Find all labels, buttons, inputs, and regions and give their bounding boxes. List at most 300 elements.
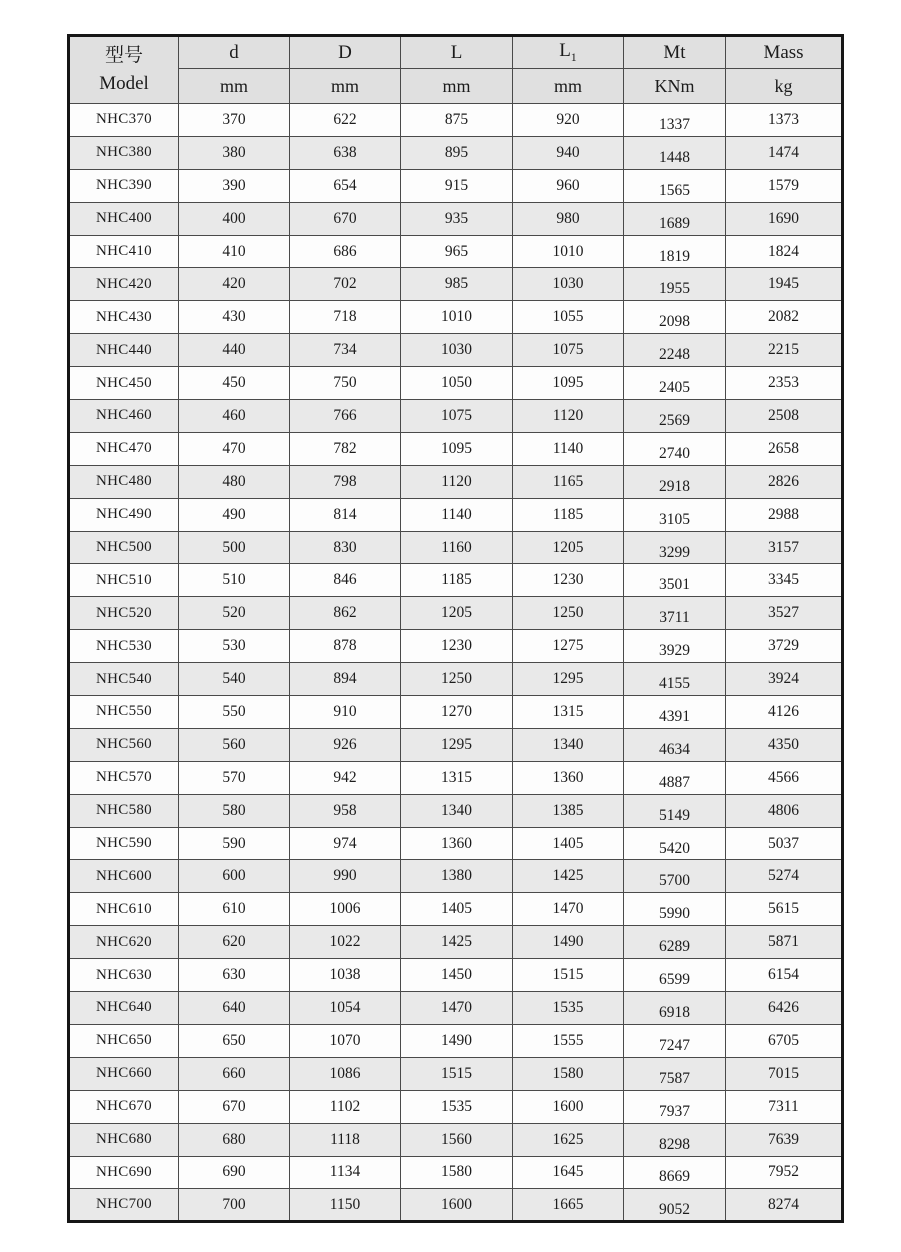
mt-value: 2569 xyxy=(659,411,690,429)
table-row xyxy=(69,1156,843,1189)
unit-L: mm xyxy=(401,69,513,104)
cell-Mt xyxy=(624,926,726,959)
model-header-cn: 型号 xyxy=(104,45,143,67)
cell-model: NHC570 xyxy=(69,761,179,794)
column-label: L xyxy=(450,41,463,63)
col-header-L1 xyxy=(513,36,624,69)
cell-L1: 1315 xyxy=(513,696,624,729)
table-row xyxy=(69,630,843,663)
cell-d: 380 xyxy=(179,136,290,169)
cell-L: 1250 xyxy=(401,663,513,696)
cell-Mass: 4566 xyxy=(726,761,843,794)
cell-Mt xyxy=(624,728,726,761)
cell-D: 846 xyxy=(290,564,401,597)
cell-Mass: 8274 xyxy=(726,1189,843,1222)
cell-d: 600 xyxy=(179,860,290,893)
cell-D: 926 xyxy=(290,728,401,761)
cell-L: 895 xyxy=(401,136,513,169)
spec-table xyxy=(67,34,844,1223)
unit-Mass: kg xyxy=(726,69,843,104)
cell-L: 985 xyxy=(401,268,513,301)
cell-L1: 1030 xyxy=(513,268,624,301)
table-row xyxy=(69,104,843,137)
header-row-labels xyxy=(69,36,843,69)
cell-d: 630 xyxy=(179,959,290,992)
cell-D: 638 xyxy=(290,136,401,169)
cell-d: 520 xyxy=(179,597,290,630)
cell-Mt xyxy=(624,761,726,794)
cell-Mass: 4806 xyxy=(726,794,843,827)
table-row xyxy=(69,301,843,334)
mt-value: 5700 xyxy=(659,872,690,890)
table-row xyxy=(69,663,843,696)
table-row xyxy=(69,992,843,1025)
col-header-Mt xyxy=(624,36,726,69)
table-row xyxy=(69,531,843,564)
cell-D: 862 xyxy=(290,597,401,630)
mt-value: 4887 xyxy=(659,773,690,791)
cell-Mt xyxy=(624,860,726,893)
cell-model: NHC670 xyxy=(69,1090,179,1123)
cell-Mt xyxy=(624,794,726,827)
table-row xyxy=(69,728,843,761)
cell-Mt xyxy=(624,104,726,137)
cell-L: 875 xyxy=(401,104,513,137)
cell-d: 660 xyxy=(179,1057,290,1090)
cell-D: 942 xyxy=(290,761,401,794)
cell-Mt xyxy=(624,531,726,564)
table-row xyxy=(69,268,843,301)
table-row xyxy=(69,1189,843,1222)
table-row xyxy=(69,597,843,630)
cell-Mt xyxy=(624,663,726,696)
table-row xyxy=(69,367,843,400)
cell-L1: 1205 xyxy=(513,531,624,564)
cell-model: NHC610 xyxy=(69,893,179,926)
cell-model: NHC490 xyxy=(69,498,179,531)
table-row xyxy=(69,827,843,860)
cell-model: NHC460 xyxy=(69,400,179,433)
cell-model: NHC530 xyxy=(69,630,179,663)
mt-value: 4155 xyxy=(659,675,690,693)
cell-Mass: 2508 xyxy=(726,400,843,433)
col-header-d xyxy=(179,36,290,69)
cell-L1: 1385 xyxy=(513,794,624,827)
cell-Mass: 3527 xyxy=(726,597,843,630)
cell-L1: 1275 xyxy=(513,630,624,663)
cell-L: 1315 xyxy=(401,761,513,794)
cell-L: 1515 xyxy=(401,1057,513,1090)
table-row xyxy=(69,926,843,959)
cell-d: 470 xyxy=(179,432,290,465)
cell-Mass: 7311 xyxy=(726,1090,843,1123)
cell-L: 1600 xyxy=(401,1189,513,1222)
mt-value: 6289 xyxy=(659,938,690,956)
cell-L: 1010 xyxy=(401,301,513,334)
cell-Mt xyxy=(624,696,726,729)
mt-value: 7937 xyxy=(659,1102,690,1120)
cell-Mass: 5615 xyxy=(726,893,843,926)
column-label: d xyxy=(229,41,239,63)
cell-L1: 920 xyxy=(513,104,624,137)
cell-Mass: 2082 xyxy=(726,301,843,334)
table-row xyxy=(69,432,843,465)
cell-model: NHC640 xyxy=(69,992,179,1025)
cell-d: 580 xyxy=(179,794,290,827)
cell-L1: 1165 xyxy=(513,465,624,498)
cell-Mt xyxy=(624,564,726,597)
cell-L1: 1515 xyxy=(513,959,624,992)
cell-D: 782 xyxy=(290,432,401,465)
table-row xyxy=(69,761,843,794)
table-row xyxy=(69,794,843,827)
cell-Mass: 6154 xyxy=(726,959,843,992)
cell-Mass: 2353 xyxy=(726,367,843,400)
cell-L: 1450 xyxy=(401,959,513,992)
cell-D: 830 xyxy=(290,531,401,564)
cell-Mass: 2658 xyxy=(726,432,843,465)
cell-model: NHC370 xyxy=(69,104,179,137)
column-label: Mass xyxy=(763,41,804,63)
cell-L: 1075 xyxy=(401,400,513,433)
table-row xyxy=(69,1057,843,1090)
table-row xyxy=(69,235,843,268)
cell-L1: 1535 xyxy=(513,992,624,1025)
mt-value: 7247 xyxy=(659,1036,690,1054)
cell-Mt xyxy=(624,893,726,926)
cell-L: 1580 xyxy=(401,1156,513,1189)
column-label: Mt xyxy=(663,41,686,63)
cell-L1: 1230 xyxy=(513,564,624,597)
cell-Mass: 4126 xyxy=(726,696,843,729)
table-row xyxy=(69,1090,843,1123)
cell-Mass: 1474 xyxy=(726,136,843,169)
cell-model: NHC510 xyxy=(69,564,179,597)
cell-D: 1118 xyxy=(290,1123,401,1156)
mt-value: 1955 xyxy=(659,280,690,298)
header-row-units xyxy=(69,69,843,104)
table-row xyxy=(69,860,843,893)
table-row xyxy=(69,696,843,729)
cell-model: NHC540 xyxy=(69,663,179,696)
cell-D: 654 xyxy=(290,169,401,202)
cell-d: 370 xyxy=(179,104,290,137)
mt-value: 1819 xyxy=(659,247,690,265)
cell-L: 1470 xyxy=(401,992,513,1025)
cell-Mt xyxy=(624,432,726,465)
cell-L: 1405 xyxy=(401,893,513,926)
cell-Mt xyxy=(624,1090,726,1123)
mt-value: 2098 xyxy=(659,313,690,331)
unit-Mt: KNm xyxy=(624,69,726,104)
cell-L1: 1490 xyxy=(513,926,624,959)
cell-Mass: 7639 xyxy=(726,1123,843,1156)
cell-Mass: 1579 xyxy=(726,169,843,202)
mt-value: 1448 xyxy=(659,148,690,166)
mt-value: 5990 xyxy=(659,905,690,923)
cell-model: NHC380 xyxy=(69,136,179,169)
cell-model: NHC680 xyxy=(69,1123,179,1156)
cell-model: NHC700 xyxy=(69,1189,179,1222)
cell-model: NHC500 xyxy=(69,531,179,564)
cell-Mt xyxy=(624,465,726,498)
cell-d: 550 xyxy=(179,696,290,729)
mt-value: 2405 xyxy=(659,379,690,397)
cell-D: 1006 xyxy=(290,893,401,926)
mt-value: 9052 xyxy=(659,1200,690,1218)
cell-D: 1038 xyxy=(290,959,401,992)
cell-D: 814 xyxy=(290,498,401,531)
cell-L: 1295 xyxy=(401,728,513,761)
mt-value: 6918 xyxy=(659,1003,690,1021)
cell-d: 650 xyxy=(179,1024,290,1057)
cell-Mt xyxy=(624,334,726,367)
cell-Mass: 2988 xyxy=(726,498,843,531)
cell-L: 1120 xyxy=(401,465,513,498)
cell-L1: 1340 xyxy=(513,728,624,761)
model-header-en: Model xyxy=(99,73,149,94)
col-header-Mass xyxy=(726,36,843,69)
cell-d: 450 xyxy=(179,367,290,400)
cell-Mass: 6426 xyxy=(726,992,843,1025)
cell-D: 894 xyxy=(290,663,401,696)
cell-d: 540 xyxy=(179,663,290,696)
mt-value: 2918 xyxy=(659,477,690,495)
cell-model: NHC520 xyxy=(69,597,179,630)
cell-D: 974 xyxy=(290,827,401,860)
cell-Mass: 1945 xyxy=(726,268,843,301)
cell-Mt xyxy=(624,630,726,663)
cell-Mt xyxy=(624,959,726,992)
cell-D: 1134 xyxy=(290,1156,401,1189)
cell-d: 610 xyxy=(179,893,290,926)
cell-Mass: 7952 xyxy=(726,1156,843,1189)
spec-table-container xyxy=(67,34,844,1223)
cell-d: 680 xyxy=(179,1123,290,1156)
mt-value: 1565 xyxy=(659,181,690,199)
mt-value: 4634 xyxy=(659,740,690,758)
cell-L: 1425 xyxy=(401,926,513,959)
cell-L1: 1470 xyxy=(513,893,624,926)
cell-d: 390 xyxy=(179,169,290,202)
cell-Mt xyxy=(624,169,726,202)
cell-L1: 940 xyxy=(513,136,624,169)
cell-L1: 1010 xyxy=(513,235,624,268)
cell-L: 1360 xyxy=(401,827,513,860)
mt-value: 6599 xyxy=(659,971,690,989)
table-row xyxy=(69,959,843,992)
cell-L1: 1600 xyxy=(513,1090,624,1123)
cell-Mass: 3157 xyxy=(726,531,843,564)
cell-D: 1102 xyxy=(290,1090,401,1123)
cell-model: NHC470 xyxy=(69,432,179,465)
cell-model: NHC550 xyxy=(69,696,179,729)
cell-Mass: 3729 xyxy=(726,630,843,663)
cell-D: 990 xyxy=(290,860,401,893)
mt-value: 8669 xyxy=(659,1168,690,1186)
cell-Mass: 5037 xyxy=(726,827,843,860)
cell-L: 1140 xyxy=(401,498,513,531)
cell-model: NHC430 xyxy=(69,301,179,334)
cell-d: 670 xyxy=(179,1090,290,1123)
cell-model: NHC390 xyxy=(69,169,179,202)
cell-Mt xyxy=(624,268,726,301)
cell-L: 1050 xyxy=(401,367,513,400)
cell-D: 686 xyxy=(290,235,401,268)
column-label: D xyxy=(338,41,352,63)
cell-model: NHC400 xyxy=(69,202,179,235)
cell-model: NHC590 xyxy=(69,827,179,860)
cell-Mass: 1373 xyxy=(726,104,843,137)
cell-D: 1070 xyxy=(290,1024,401,1057)
cell-Mass: 1690 xyxy=(726,202,843,235)
cell-L: 915 xyxy=(401,169,513,202)
cell-model: NHC560 xyxy=(69,728,179,761)
cell-d: 490 xyxy=(179,498,290,531)
cell-L: 1380 xyxy=(401,860,513,893)
cell-L: 965 xyxy=(401,235,513,268)
cell-Mass: 2215 xyxy=(726,334,843,367)
cell-d: 400 xyxy=(179,202,290,235)
mt-value: 3501 xyxy=(659,576,690,594)
cell-Mt xyxy=(624,1123,726,1156)
col-header-model xyxy=(69,36,179,104)
cell-L1: 1140 xyxy=(513,432,624,465)
table-row xyxy=(69,1024,843,1057)
table-body xyxy=(69,104,843,1222)
cell-L: 1535 xyxy=(401,1090,513,1123)
cell-Mt xyxy=(624,235,726,268)
table-row xyxy=(69,564,843,597)
cell-d: 560 xyxy=(179,728,290,761)
cell-D: 1054 xyxy=(290,992,401,1025)
cell-L1: 1665 xyxy=(513,1189,624,1222)
cell-L1: 1625 xyxy=(513,1123,624,1156)
cell-L: 1030 xyxy=(401,334,513,367)
cell-Mt xyxy=(624,1156,726,1189)
mt-value: 7587 xyxy=(659,1069,690,1087)
table-row xyxy=(69,334,843,367)
cell-Mass: 1824 xyxy=(726,235,843,268)
cell-Mass: 5871 xyxy=(726,926,843,959)
column-label-subscript: 1 xyxy=(570,49,577,64)
cell-Mt xyxy=(624,498,726,531)
mt-value: 4391 xyxy=(659,707,690,725)
column-label: L xyxy=(559,40,571,62)
cell-model: NHC420 xyxy=(69,268,179,301)
cell-L1: 1075 xyxy=(513,334,624,367)
cell-L1: 1295 xyxy=(513,663,624,696)
cell-D: 958 xyxy=(290,794,401,827)
cell-Mt xyxy=(624,1057,726,1090)
table-row xyxy=(69,893,843,926)
cell-model: NHC440 xyxy=(69,334,179,367)
cell-d: 640 xyxy=(179,992,290,1025)
table-header xyxy=(69,36,843,104)
cell-L1: 1250 xyxy=(513,597,624,630)
cell-L1: 1360 xyxy=(513,761,624,794)
table-row xyxy=(69,169,843,202)
cell-model: NHC660 xyxy=(69,1057,179,1090)
table-row xyxy=(69,498,843,531)
cell-d: 690 xyxy=(179,1156,290,1189)
cell-d: 620 xyxy=(179,926,290,959)
cell-d: 460 xyxy=(179,400,290,433)
cell-d: 510 xyxy=(179,564,290,597)
table-row xyxy=(69,202,843,235)
table-row xyxy=(69,465,843,498)
cell-L1: 1555 xyxy=(513,1024,624,1057)
cell-Mass: 3345 xyxy=(726,564,843,597)
cell-D: 878 xyxy=(290,630,401,663)
cell-D: 1086 xyxy=(290,1057,401,1090)
mt-value: 1337 xyxy=(659,115,690,133)
cell-d: 500 xyxy=(179,531,290,564)
cell-Mass: 6705 xyxy=(726,1024,843,1057)
cell-L: 1340 xyxy=(401,794,513,827)
col-header-L xyxy=(401,36,513,69)
cell-L: 1490 xyxy=(401,1024,513,1057)
cell-L1: 960 xyxy=(513,169,624,202)
cell-d: 480 xyxy=(179,465,290,498)
cell-L1: 1405 xyxy=(513,827,624,860)
mt-value: 1689 xyxy=(659,214,690,232)
table-row xyxy=(69,1123,843,1156)
cell-L: 1270 xyxy=(401,696,513,729)
cell-Mass: 3924 xyxy=(726,663,843,696)
cell-model: NHC600 xyxy=(69,860,179,893)
cell-L1: 1645 xyxy=(513,1156,624,1189)
cell-Mt xyxy=(624,827,726,860)
cell-D: 734 xyxy=(290,334,401,367)
unit-L1: mm xyxy=(513,69,624,104)
cell-D: 798 xyxy=(290,465,401,498)
cell-L: 1205 xyxy=(401,597,513,630)
mt-value: 8298 xyxy=(659,1135,690,1153)
cell-L1: 980 xyxy=(513,202,624,235)
cell-D: 670 xyxy=(290,202,401,235)
cell-D: 910 xyxy=(290,696,401,729)
mt-value: 3299 xyxy=(659,543,690,561)
cell-model: NHC450 xyxy=(69,367,179,400)
cell-model: NHC410 xyxy=(69,235,179,268)
cell-L1: 1425 xyxy=(513,860,624,893)
cell-Mt xyxy=(624,301,726,334)
mt-value: 2740 xyxy=(659,444,690,462)
mt-value: 5420 xyxy=(659,839,690,857)
cell-model: NHC620 xyxy=(69,926,179,959)
cell-Mt xyxy=(624,992,726,1025)
mt-value: 3711 xyxy=(659,609,690,627)
cell-L: 935 xyxy=(401,202,513,235)
cell-Mt xyxy=(624,367,726,400)
cell-L: 1160 xyxy=(401,531,513,564)
unit-D: mm xyxy=(290,69,401,104)
cell-L: 1095 xyxy=(401,432,513,465)
cell-L1: 1055 xyxy=(513,301,624,334)
cell-D: 702 xyxy=(290,268,401,301)
cell-d: 430 xyxy=(179,301,290,334)
cell-model: NHC690 xyxy=(69,1156,179,1189)
cell-D: 1022 xyxy=(290,926,401,959)
cell-d: 590 xyxy=(179,827,290,860)
table-row xyxy=(69,136,843,169)
cell-d: 410 xyxy=(179,235,290,268)
table-row xyxy=(69,400,843,433)
mt-value: 3929 xyxy=(659,642,690,660)
cell-d: 420 xyxy=(179,268,290,301)
cell-Mt xyxy=(624,1024,726,1057)
